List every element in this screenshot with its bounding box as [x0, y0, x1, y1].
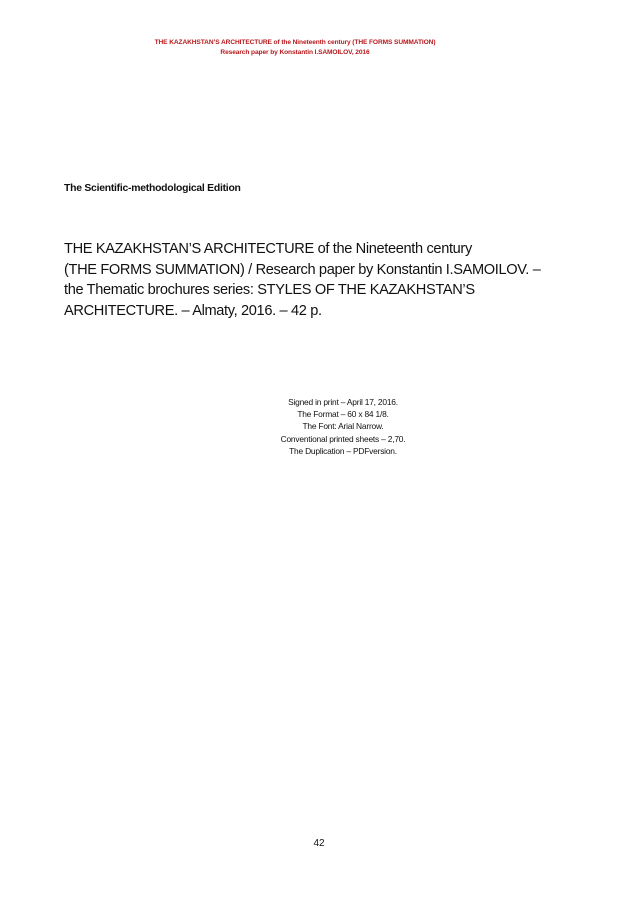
imprint-printed-sheets: Conventional printed sheets – 2,70. — [280, 433, 406, 444]
imprint-font: The Font: Arial Narrow. — [302, 421, 384, 432]
page-number: 42 — [313, 838, 325, 849]
citation-line: (THE FORMS SUMMATION) / Research paper by Konstantin I.SAMOILOV. – — [64, 261, 541, 278]
edition-type: The Scientific-methodological Edition — [64, 183, 241, 194]
imprint-format: The Format – 60 x 84 1/8. — [297, 409, 389, 420]
imprint-signed-date: Signed in print – April 17, 2016. — [288, 397, 398, 407]
header-title-line: THE KAZAKHSTAN’S ARCHITECTURE of the Nineteenth century (THE FORMS SUMMATION) — [154, 39, 436, 46]
imprint-duplication: The Duplication – PDFversion. — [289, 445, 397, 456]
bibliographic-citation — [64, 239, 564, 321]
running-header — [90, 38, 500, 58]
citation-line: THE KAZAKHSTAN’S ARCHITECTURE of the Nineteenth century — [64, 241, 472, 257]
citation-line: the Thematic brochures series: STYLES OF THE KAZAKHSTAN’S — [64, 282, 475, 298]
citation-line: ARCHITECTURE. – Almaty, 2016. – 42 p. — [64, 302, 322, 319]
imprint-block — [238, 396, 448, 457]
header-author-line: Research paper by Konstantin I.SAMOILOV, 2016 — [220, 49, 370, 56]
